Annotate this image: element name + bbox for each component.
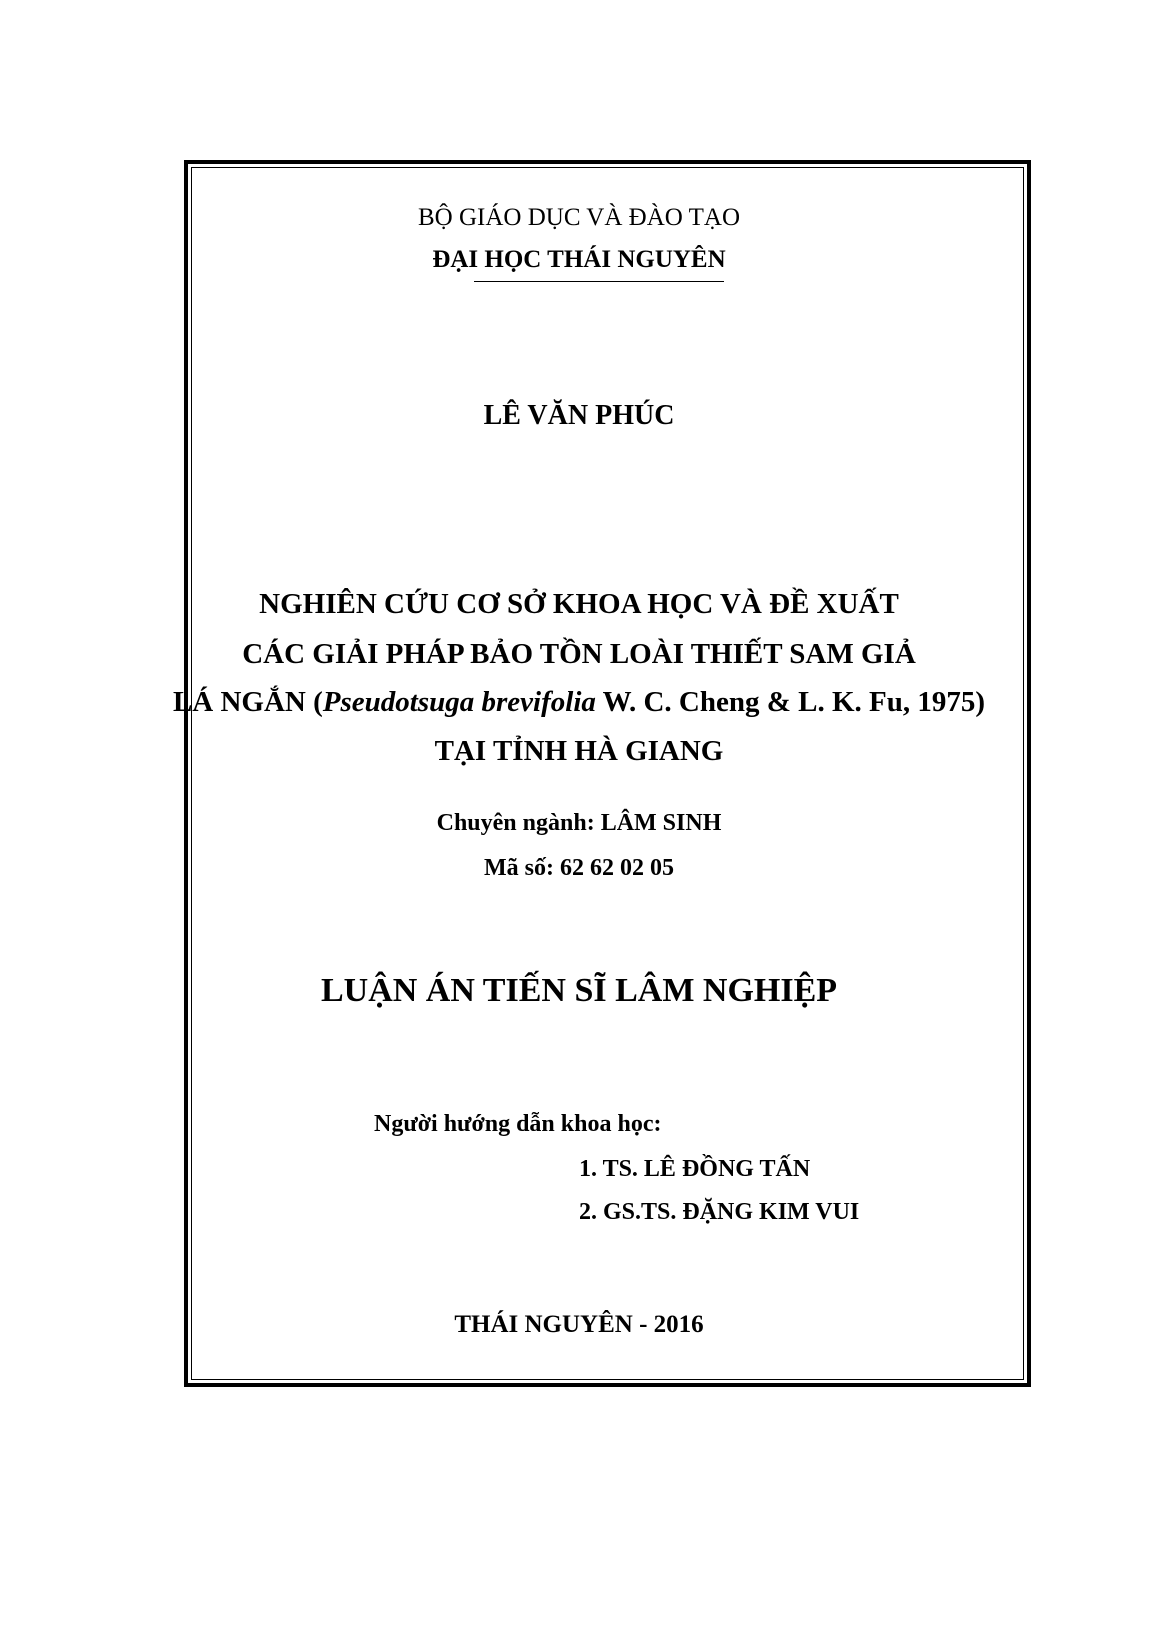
author-name: LÊ VĂN PHÚC [483, 400, 675, 431]
advisor-1: 1. TS. LÊ ĐỒNG TẤN [579, 1156, 811, 1182]
advisor-2: 2. GS.TS. ĐẶNG KIM VUI [579, 1199, 860, 1225]
major-code: Mã số: 62 62 02 05 [484, 855, 674, 881]
title-prefix: LÁ NGẮN ( [172, 686, 323, 718]
title-suffix: W. C. Cheng & L. K. Fu, 1975) [595, 686, 986, 718]
species-name: Pseudotsuga brevifolia [322, 686, 596, 718]
thesis-title-line-2: CÁC GIẢI PHÁP BẢO TỒN LOÀI THIẾT SAM GIẢ [242, 638, 916, 670]
ministry-name: BỘ GIÁO DỤC VÀ ĐÀO TẠO [418, 204, 740, 231]
thesis-title-line-1: NGHIÊN CỨU CƠ SỞ KHOA HỌC VÀ ĐỀ XUẤT [259, 588, 899, 620]
place-year: THÁI NGUYÊN - 2016 [454, 1311, 704, 1338]
thesis-title-line-3 [0, 686, 1158, 719]
advisors-label: Người hướng dẫn khoa học: [374, 1111, 662, 1137]
major-field: Chuyên ngành: LÂM SINH [436, 810, 722, 836]
university-name: ĐẠI HỌC THÁI NGUYÊN [432, 246, 726, 273]
degree-type: LUẬN ÁN TIẾN SĨ LÂM NGHIỆP [320, 972, 838, 1009]
thesis-title-line-4: TẠI TỈNH HÀ GIANG [434, 735, 724, 767]
university-underline [474, 281, 724, 282]
